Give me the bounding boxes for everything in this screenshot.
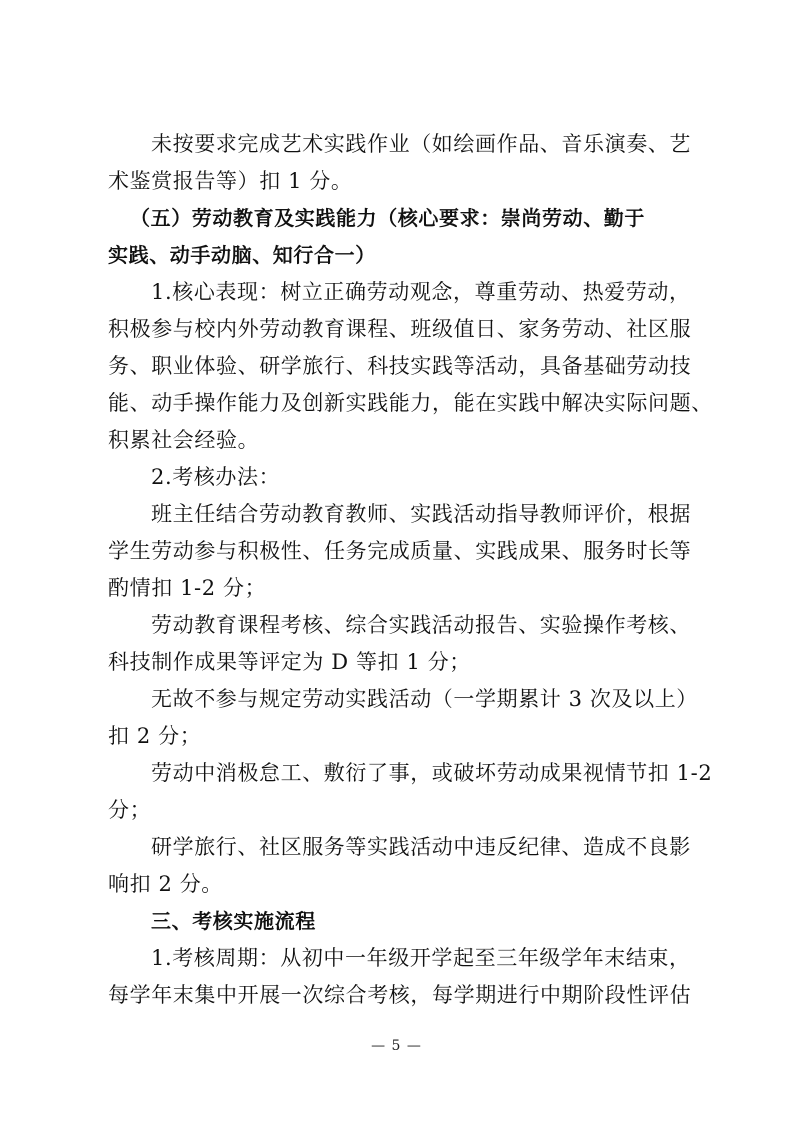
text-line-17: 扣 2 分； <box>108 724 202 748</box>
text-line-7: 务、职业体验、研学旅行、科技实践等活动，具备基础劳动技 <box>108 354 692 378</box>
text-line-6: 积极参与校内外劳动教育课程、班级值日、家务劳动、社区服 <box>108 317 692 341</box>
text-line-13: 酌情扣 1-2 分； <box>108 576 267 600</box>
section-heading-three: 三、考核实施流程 <box>151 909 316 933</box>
text-line-8: 能、动手操作能力及创新实践能力，能在实践中解决实际问题、 <box>108 391 713 415</box>
text-line-12: 学生劳动参与积极性、任务完成质量、实践成果、服务时长等 <box>108 539 692 563</box>
section-heading-five-line-1: （五）劳动教育及实践能力（核心要求：崇尚劳动、勤于 <box>130 206 645 230</box>
text-line-9: 积累社会经验。 <box>108 428 260 452</box>
text-line-1: 未按要求完成艺术实践作业（如绘画作品、音乐演奏、艺 <box>151 132 691 156</box>
text-line-21: 响扣 2 分。 <box>108 872 223 896</box>
text-line-19: 分； <box>108 798 152 822</box>
page-number: — 5 — <box>371 1038 422 1054</box>
text-line-16: 无故不参与规定劳动实践活动（一学期累计 3 次及以上） <box>151 687 698 711</box>
text-line-24: 每学年末集中开展一次综合考核，每学期进行中期阶段性评估 <box>108 983 692 1007</box>
section-heading-five-line-2: 实践、动手动脑、知行合一） <box>108 243 376 267</box>
text-line-20: 研学旅行、社区服务等实践活动中违反纪律、造成不良影 <box>151 835 691 859</box>
text-line-15: 科技制作成果等评定为 D 等扣 1 分； <box>108 650 471 674</box>
text-line-10: 2.考核办法： <box>151 465 281 489</box>
text-line-2: 术鉴赏报告等）扣 1 分。 <box>108 169 353 193</box>
text-line-23: 1.考核周期：从初中一年级开学起至三年级学年末结束， <box>151 946 691 970</box>
text-line-5: 1.核心表现：树立正确劳动观念，尊重劳动、热爱劳动， <box>151 280 691 304</box>
text-line-14: 劳动教育课程考核、综合实践活动报告、实验操作考核、 <box>151 613 691 637</box>
text-line-18: 劳动中消极怠工、敷衍了事，或破坏劳动成果视情节扣 1-2 <box>151 761 713 785</box>
text-line-11: 班主任结合劳动教育教师、实践活动指导教师评价，根据 <box>151 502 691 526</box>
